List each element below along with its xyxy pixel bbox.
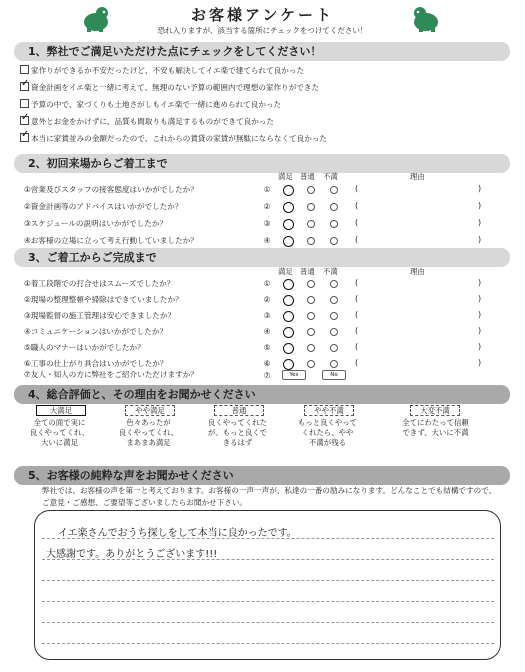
checklist-item-text: 本当に家賃並みの金額だったので、これからの賃貸の家賃が無駄にならなくて良かった [31, 134, 327, 143]
rating-satisfied-radio[interactable] [283, 219, 294, 230]
question: ④お客様の立場に立って考え行動していましたか？ [24, 236, 198, 245]
overall-rating-option[interactable]: やや満足 [125, 405, 175, 416]
reason-open-paren: ( [355, 342, 359, 351]
checklist-item-text: 意外とお金をかけずに、品質も間取りも満足するものができて良かった [31, 117, 274, 126]
sec2-col-dissatisfied: 不満 [323, 172, 338, 181]
sec3-q7-no[interactable]: No [322, 370, 346, 380]
rating-dissatisfied-radio[interactable] [330, 328, 338, 336]
overall-rating-description: 色々あったが 良くやってくれ、 まあまあ満足 [118, 418, 179, 447]
section-4-heading: 4、総合評価と、その理由をお聞かせください [14, 385, 510, 404]
checkbox[interactable] [20, 116, 29, 125]
question-number: ④ [263, 327, 271, 336]
question: ⑥工事の仕上がり具合はいかがでしたか？ [24, 359, 168, 368]
page-title: お客様アンケート [190, 6, 335, 24]
overall-rating-option[interactable]: 普通 [214, 405, 264, 416]
sec3-col-reason: 理由 [410, 267, 425, 276]
rating-normal-radio[interactable] [307, 220, 315, 228]
reason-close-paren: ) [478, 201, 482, 210]
rating-satisfied-radio[interactable] [283, 185, 294, 196]
sec3-col-dissatisfied: 不満 [323, 267, 338, 276]
question-number: ① [263, 279, 271, 288]
section-2-heading: 2、初回来場からご着工まで [14, 154, 510, 173]
overall-rating-description: 全てにわたって信頼 できず、大いに不満 [402, 418, 469, 437]
question-number: ⑤ [263, 343, 271, 352]
ruled-line [42, 622, 494, 623]
section-5-note: 弊社では、お客様の声を第一と考えております。お客様の一声一声が、私達の一番の励みになります。どんなことでも結構ですので、ご意見・ご感想、ご要望等ございましたらお聞かせ下さい。 [42, 486, 497, 507]
question: ①着工段階での打合せはスムーズでしたか？ [24, 279, 175, 288]
reason-open-paren: ( [355, 201, 359, 210]
reason-open-paren: ( [355, 310, 359, 319]
reason-close-paren: ) [478, 342, 482, 351]
sec2-col-normal: 普通 [300, 172, 315, 181]
overall-rating-description: 全ての面で実に 良くやってくれ、 大いに満足 [29, 418, 90, 447]
question: ③スケジュールの説明はいかがでしたか？ [24, 219, 168, 228]
rating-normal-radio[interactable] [307, 296, 315, 304]
sec3-col-normal: 普通 [300, 267, 315, 276]
ruled-line [42, 601, 494, 602]
checklist-item-text: 予算の中で、家づくりも土地さがしもイエ楽で一緒に進められて良かった [31, 100, 282, 109]
rating-dissatisfied-radio[interactable] [330, 360, 338, 368]
reason-close-paren: ) [478, 310, 482, 319]
reason-close-paren: ) [478, 358, 482, 367]
rating-satisfied-radio[interactable] [283, 327, 294, 338]
rating-satisfied-radio[interactable] [283, 359, 294, 370]
rating-normal-radio[interactable] [307, 237, 315, 245]
reason-open-paren: ( [355, 358, 359, 367]
ruled-line [42, 580, 494, 581]
reason-open-paren: ( [355, 184, 359, 193]
sec3-q7-yes[interactable]: Yes [282, 370, 306, 380]
checkbox[interactable] [20, 82, 29, 91]
question-number: ⑥ [263, 359, 271, 368]
question-number: ③ [263, 219, 271, 228]
rating-dissatisfied-radio[interactable] [330, 296, 338, 304]
sec3-q7-number: ⑦ [263, 371, 271, 380]
reason-close-paren: ) [478, 235, 482, 244]
question-number: ③ [263, 311, 271, 320]
section-1-heading: 1、弊社でご満足いただけた点にチェックをしてください！ [14, 42, 510, 61]
checklist-item [20, 64, 304, 78]
rating-normal-radio[interactable] [307, 344, 315, 352]
rating-dissatisfied-radio[interactable] [330, 237, 338, 245]
rating-dissatisfied-radio[interactable] [330, 280, 338, 288]
rating-normal-radio[interactable] [307, 203, 315, 211]
rating-satisfied-radio[interactable] [283, 236, 294, 247]
question: ⑤職人のマナーはいかがでしたか？ [24, 343, 145, 352]
question: ④コミュニケーションはいかがでしたか？ [24, 327, 168, 336]
reason-close-paren: ) [478, 294, 482, 303]
checklist-item [20, 98, 281, 112]
question: ③現場監督の施工管理は安心できましたか？ [24, 311, 176, 320]
rating-satisfied-radio[interactable] [283, 311, 294, 322]
page-subtitle: 恐れ入りますが、該当する箇所にチェックをつけてください！ [157, 26, 368, 35]
ruled-line [42, 643, 494, 644]
rating-normal-radio[interactable] [307, 360, 315, 368]
reason-close-paren: ) [478, 184, 482, 193]
sec2-col-reason: 理由 [410, 172, 425, 181]
question: ①営業及びスタッフの接客態度はいかがでしたか？ [24, 185, 198, 194]
rating-normal-radio[interactable] [307, 312, 315, 320]
sec3-question-7: ⑦友人・知人の方に弊社をご紹介いただけますか？ [24, 370, 198, 379]
reason-open-paren: ( [355, 278, 359, 287]
question-number: ① [263, 185, 271, 194]
checklist-item [20, 81, 319, 95]
overall-rating-description: 良くやってくれた が、もっと良くで きるはず [207, 418, 268, 447]
checkbox[interactable] [20, 99, 29, 108]
overall-rating-option[interactable]: 大変不満 [410, 405, 460, 416]
reason-close-paren: ) [478, 278, 482, 287]
checklist-item-text: 家作りができるか不安だったけど、不安も解決してイエ楽で建てられて良かった [31, 66, 305, 75]
question-number: ④ [263, 236, 271, 245]
checklist-item [20, 132, 327, 146]
rating-dissatisfied-radio[interactable] [330, 344, 338, 352]
rating-normal-radio[interactable] [307, 328, 315, 336]
rating-dissatisfied-radio[interactable] [330, 186, 338, 194]
rating-satisfied-radio[interactable] [283, 202, 294, 213]
rating-satisfied-radio[interactable] [283, 279, 294, 290]
overall-rating-description: もっと良くやって くれたら、やや 不満が残る [297, 418, 358, 447]
rating-dissatisfied-radio[interactable] [330, 203, 338, 211]
reason-open-paren: ( [355, 294, 359, 303]
section-5-heading: 5、お客様の純粋な声をお聞かせください [14, 466, 510, 485]
handwritten-line-2: 大感謝です。ありがとうございます!!! [46, 549, 218, 560]
checklist-item-text: 資金計画をイエ楽と一緒に考えて、無理のない予算の範囲内で理想の家作りができた [31, 83, 320, 92]
rating-satisfied-radio[interactable] [283, 295, 294, 306]
reason-open-paren: ( [355, 326, 359, 335]
question-number: ② [263, 295, 271, 304]
reason-open-paren: ( [355, 218, 359, 227]
reason-open-paren: ( [355, 235, 359, 244]
checklist-item [20, 115, 274, 129]
overall-rating-option[interactable]: 大満足 [36, 405, 86, 416]
rating-dissatisfied-radio[interactable] [330, 312, 338, 320]
sec3-col-satisfied: 満足 [278, 267, 293, 276]
rating-satisfied-radio[interactable] [283, 343, 294, 354]
sec2-col-satisfied: 満足 [278, 172, 293, 181]
reason-close-paren: ) [478, 326, 482, 335]
question-number: ② [263, 202, 271, 211]
checkbox[interactable] [20, 133, 29, 142]
question: ②現場の整理整頓や掃除はできていましたか？ [24, 295, 183, 304]
rating-dissatisfied-radio[interactable] [330, 220, 338, 228]
reason-close-paren: ) [478, 218, 482, 227]
question: ②資金計画等のアドバイスはいかがでしたか？ [24, 202, 183, 211]
rating-normal-radio[interactable] [307, 186, 315, 194]
rating-normal-radio[interactable] [307, 280, 315, 288]
section-3-heading: 3、ご着工からご完成まで [14, 248, 510, 267]
overall-rating-option[interactable]: やや不満 [304, 405, 354, 416]
handwritten-line-1: イエ楽さんでおうち探しをして本当に良かったです。 [58, 528, 297, 539]
checkbox[interactable] [20, 65, 29, 74]
